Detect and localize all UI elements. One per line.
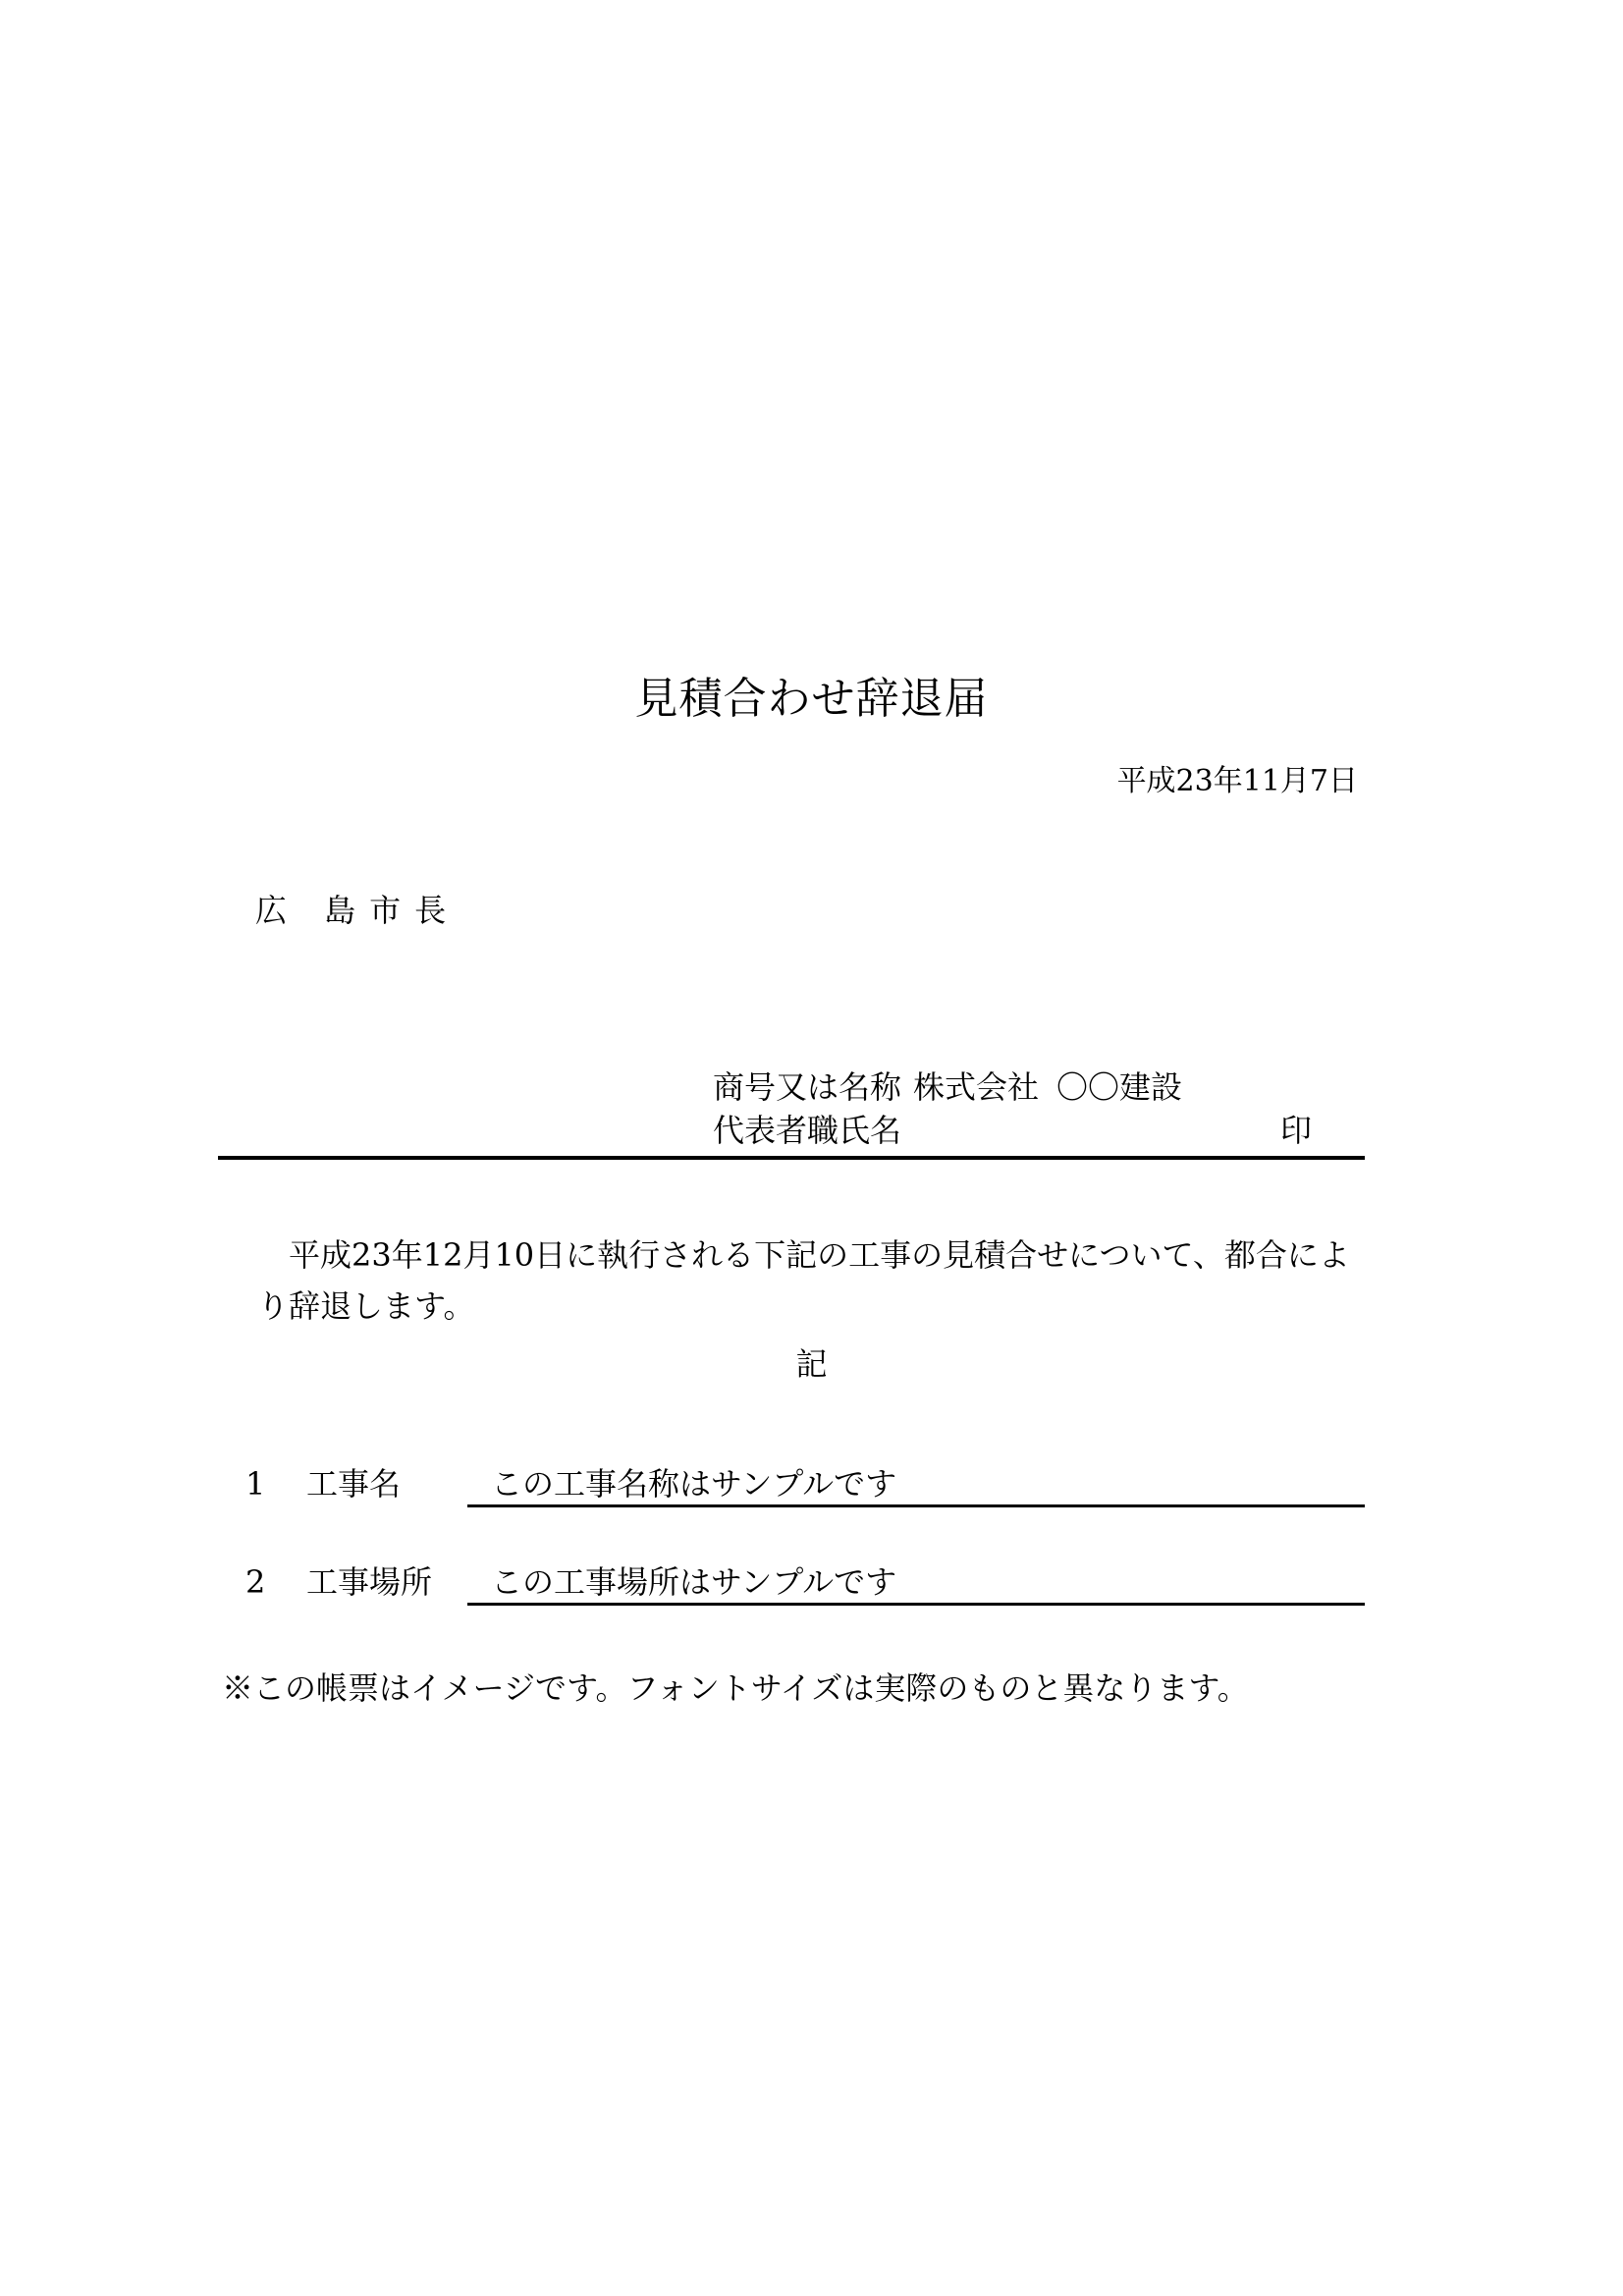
item-underline-2	[467, 1603, 1365, 1606]
body-paragraph	[257, 1230, 1367, 1332]
body-text: 平成23年12月10日に執行される下記の工事の見積合せについて、都合により辞退します。	[257, 1236, 1350, 1325]
item-number-2: 2	[245, 1563, 266, 1601]
document-date: 平成23年11月7日	[1116, 764, 1358, 798]
representative-label: 代表者職氏名	[713, 1112, 902, 1149]
company-name: 〇〇建設	[1056, 1068, 1183, 1106]
footnote: ※この帳票はイメージです。フォントサイズは実際のものと異なります。	[222, 1669, 1249, 1707]
item-value-1: この工事名称はサンプルです	[491, 1465, 897, 1503]
item-number-1: 1	[245, 1465, 266, 1503]
item-value-2: この工事場所はサンプルです	[491, 1563, 897, 1601]
item-underline-1	[467, 1504, 1365, 1507]
company-row	[713, 1066, 1182, 1108]
company-type: 株式会社	[913, 1068, 1040, 1106]
addressee: 広 島市長	[255, 892, 460, 929]
item-label-2: 工事場所	[306, 1563, 433, 1601]
company-label: 商号又は名称	[713, 1068, 902, 1106]
signature-underline	[218, 1156, 1365, 1160]
document-title: 見積合わせ辞退届	[634, 674, 989, 724]
seal-mark: 印	[1280, 1112, 1313, 1149]
item-label-1: 工事名	[306, 1465, 402, 1503]
ki-heading: 記	[795, 1345, 828, 1383]
